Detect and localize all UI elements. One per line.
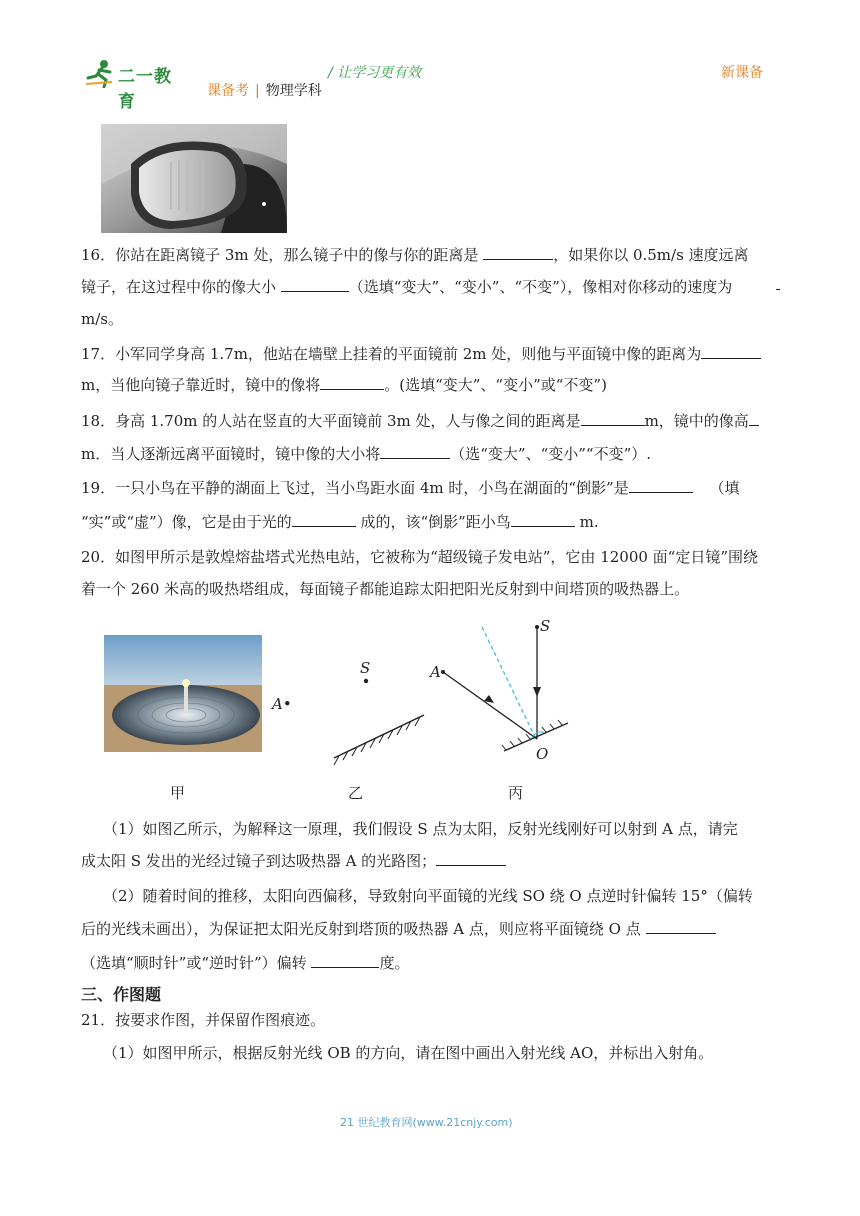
header-new-course: 新课备 [721,65,763,81]
q20-sub2-text-b: （选填“顺时针”或“逆时针”）偏转 [81,954,307,972]
bing-incident-arrow [533,687,541,697]
q18-text-b: m，镜中的像高 [644,412,749,430]
q20-sub1-line2 [81,850,506,872]
header-slogan: / 让学习更有效 [328,65,422,81]
q19-text-e: m. [579,513,599,531]
q16-blank-speed[interactable] [776,289,780,290]
q17-blank-distance[interactable] [701,343,761,359]
q20-sub2-blank-direction[interactable] [646,918,716,934]
q20-line2: 着一个 260 米高的吸热塔组成，每面镜子都能追踪太阳把阳光反射到中间塔顶的吸热器上。 [81,580,690,598]
q16-text-a: 16．你站在距离镜子 3m 处，那么镜子中的像与你的距离是 [81,246,479,264]
q21-sub1: （1）如图甲所示，根据反射光线 OB 的方向，请在图中画出入射光线 AO，并标出入射角。 [103,1044,714,1062]
car-mirror-photo [101,124,287,233]
label-A-left: A• [272,695,292,713]
q17-text-a: 17．小军同学身高 1.7m，他站在墙壁上挂着的平面镜前 2m 处，则他与平面镜中像的距离为 [81,345,702,363]
course-label: 课备考 [207,83,249,99]
figure-bing-diagram [426,615,576,765]
q20-sub2-line2 [81,918,716,940]
q17-line1 [81,343,761,365]
q20-sub1-blank[interactable] [436,850,506,866]
q17-line2 [81,374,607,396]
q19-text-b: （填 [709,479,740,497]
q20-sub2-line3 [81,952,409,974]
q18-text-c: m．当人逐渐远离平面镜时，镜中像的大小将 [81,445,381,463]
q18-blank-size[interactable] [380,443,450,459]
q16-line3: m/s。 [81,310,123,328]
bing-label-S: S [540,617,551,635]
q21-line: 21．按要求作图，并保留作图痕迹。 [81,1011,326,1029]
q16-line2 [81,276,732,298]
q16-blank-size[interactable] [281,276,349,292]
q20-sub2-blank-degree[interactable] [311,952,379,968]
q20-sub2-line1: （2）随着时间的推移，太阳向西偏移，导致射向平面镜的光线 SO 绕 O 点逆时针偏转 15°（偏转 [103,887,753,905]
q17-text-b: m，当他向镜子靠近时，镜中的像将 [81,376,321,394]
header-logo [84,58,188,112]
q17-blank-image[interactable] [320,374,384,390]
q18-blank-height[interactable] [749,410,759,426]
q16-text-d: （选填“变大”、“变小”、“不变”），像相对你移动的速度为 [348,278,733,296]
q20-line1: 20．如图甲所示是敦煌熔盐塔式光热电站，它被称为“超级镜子发电站”，它由 12000 面“定日镜”围绕 [81,548,759,566]
q19-text-c: “实”或“虚”）像，它是由于光的 [81,513,292,531]
caption-bing: 丙 [508,784,524,802]
q16-text-c: 镜子，在这过程中你的像大小 [81,278,277,296]
bing-normal-dashed [482,627,536,739]
caption-yi: 乙 [348,784,364,802]
yi-label-S: S [360,659,371,677]
q19-text-d: 成的，该“倒影”距小鸟 [360,513,511,531]
q19-blank-type[interactable] [629,477,693,493]
q19-line1 [81,477,740,499]
q16-line1 [81,244,749,266]
figure-yi-diagram [330,655,440,765]
yi-mirror-hatch [334,717,420,765]
q18-text-d: （选“变大”、“变小”“不变”）. [450,445,652,463]
bing-label-A: A [430,663,441,681]
q20-sub2-text-c: 度。 [379,954,410,972]
q18-text-a: 18．身高 1.70m 的人站在竖直的大平面镜前 3m 处，人与像之间的距离是 [81,412,581,430]
q18-blank-distance[interactable] [581,410,645,426]
subject-label: 物理学科 [265,83,322,99]
solar-station-photo [104,635,262,752]
q20-sub1-text: 成太阳 S 发出的光经过镜子到达吸热器 A 的光路图； [81,852,437,870]
q19-blank-distance[interactable] [511,511,575,527]
q19-line2 [81,511,599,533]
caption-jia: 甲 [170,784,186,802]
q20-sub2-text-a: 后的光线未画出），为保证把太阳光反射到塔顶的吸热器 A 点，则应将平面镜绕 O 点 [81,920,641,938]
q19-blank-cause[interactable] [292,511,356,527]
q16-text-b: ，如果你以 0.5m/s 速度远离 [553,246,749,264]
section3-title: 三、作图题 [81,985,162,1004]
q16-blank-distance[interactable] [483,244,553,260]
q19-text-a: 19．一只小鸟在平静的湖面上飞过，当小鸟距水面 4m 时，小鸟在湖面的“倒影”是 [81,479,629,497]
q18-line1 [81,410,759,432]
header-separator: | [255,83,260,99]
page-footer: 21 世纪教育网(www.21cnjy.com) [340,1116,513,1129]
header-subtitle [207,80,322,100]
q20-sub1-line1: （1）如图乙所示，为解释这一原理，我们假设 S 点为太阳，反射光线刚好可以射到 A 点，请完 [103,820,738,838]
logo-text: 二一教育 [118,67,172,112]
bing-reflected-ray [443,672,537,739]
yi-point-S [364,679,368,683]
q17-text-c: 。(选填“变大”、“变小”或“不变”) [384,376,607,394]
q18-line2 [81,443,651,465]
runner-logo-icon [84,58,116,88]
bing-label-O: O [536,745,549,763]
